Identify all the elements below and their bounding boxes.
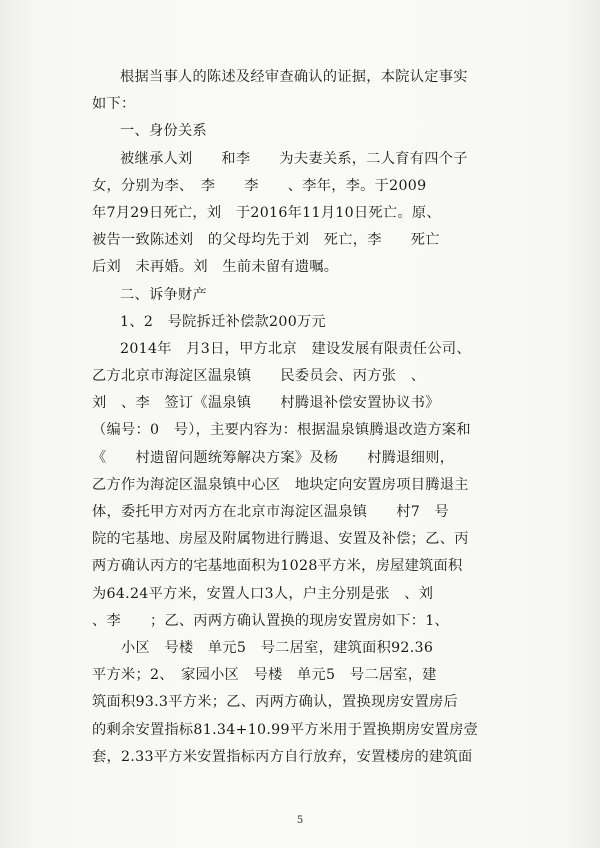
paragraph-line: 两方确认丙方的宅基地面积为1028平方米，房屋建筑面积 — [92, 558, 463, 575]
paragraph-line: 套，2.33平方米安置指标丙方自行放弃，安置楼房的建筑面 — [92, 748, 473, 765]
subsection-heading: 1、2 号院拆迁补偿款200万元 — [120, 313, 326, 330]
paragraph-line: 的剩余安置指标81.34+10.99平方米用于置换期房安置房壹 — [92, 721, 479, 738]
paragraph-line: 被告一致陈述刘 的父母均先于刘 死亡，李 死亡 — [92, 232, 440, 249]
section-heading: 二、诉争财产 — [120, 286, 207, 303]
paragraph-line: 、李 ；乙、丙两方确认置换的现房安置房如下：1、 — [92, 612, 450, 629]
paragraph-line: 年7月29日死亡，刘 于2016年11月10日死亡。原、 — [92, 204, 441, 221]
paragraph-line: 《 村遗留问题统筹解决方案》及杨 村腾退细则， — [92, 449, 455, 466]
paragraph-line: 刘 、李 签订《温泉镇 村腾退补偿安置协议书》 — [92, 395, 440, 412]
paragraph-line: 女，分别为李、 李 李 、李年，李。于2009 — [92, 177, 427, 194]
page-number: 5 — [296, 815, 304, 826]
paragraph-line: 为64.24平方米，安置人口3人，户主分别是张 、刘 — [92, 585, 434, 602]
paragraph-line: 院的宅基地、房屋及附属物进行腾退、安置及补偿；乙、丙 — [92, 531, 469, 548]
paragraph-line: 乙方作为海淀区温泉镇中心区 地块定向安置房项目腾退主 — [92, 476, 469, 493]
document-body — [92, 64, 512, 771]
paragraph-line: 平方米；2、 家园小区 号楼 单元5 号二居室，建 — [92, 667, 437, 684]
paragraph-line: 后刘 未再婚。刘 生前未留有遗嘱。 — [92, 259, 339, 276]
paragraph-line: 体，委托甲方对丙方在北京市海淀区温泉镇 村7 号 — [92, 504, 450, 520]
paragraph-line: （编号：0 号），主要内容为：根据温泉镇腾退改造方案和 — [92, 422, 471, 439]
paragraph-line: 如下： — [92, 96, 136, 113]
paragraph-line: 被继承人刘 和李 为夫妻关系，二人育有四个子 — [120, 150, 468, 167]
section-heading: 一、身份关系 — [120, 123, 207, 140]
paragraph-line: 小区 号楼 单元5 号二居室，建筑面积92.36 — [92, 639, 434, 656]
paragraph-line: 筑面积93.3平方米；乙、丙两方确认，置换现房安置房后 — [92, 694, 459, 711]
paragraph-line: 2014年 月3日，甲方北京 建设发展有限责任公司、 — [120, 340, 471, 357]
paragraph-line: 根据当事人的陈述及经审查确认的证据，本院认定事实 — [120, 69, 468, 85]
paragraph-line: 乙方北京市海淀区温泉镇 民委员会、丙方张 、 — [92, 368, 426, 385]
